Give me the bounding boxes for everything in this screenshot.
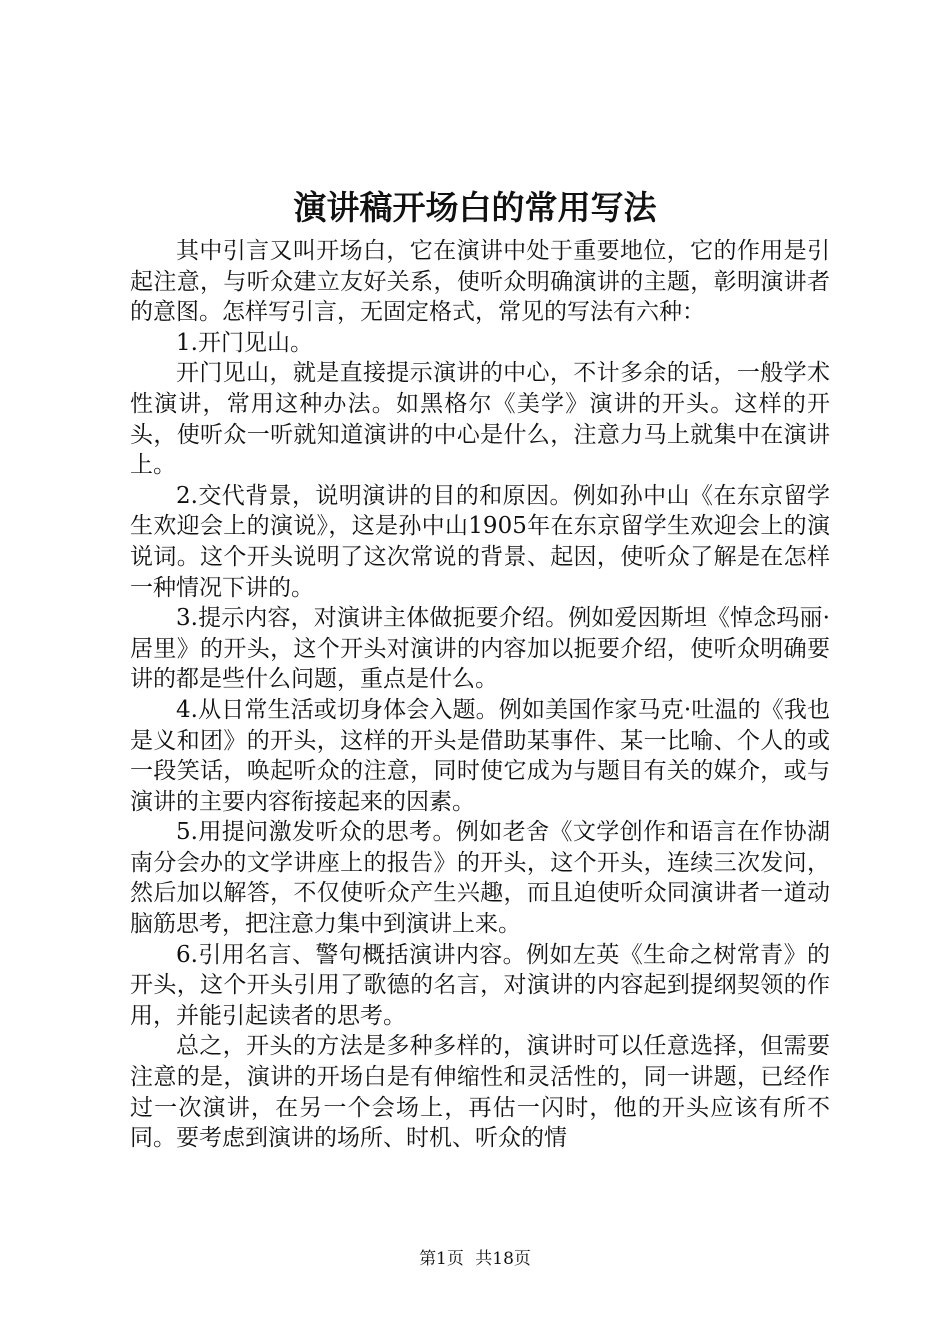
paragraph-intro: 其中引言又叫开场白，它在演讲中处于重要地位，它的作用是引起注意，与听众建立友好关系，使听众明确演讲的主题，彰明演讲者的意图。怎样写引言，无固定格式，常见的写法有六种： xyxy=(130,238,830,326)
paragraph-method-4: 4.从日常生活或切身体会入题。例如美国作家马克·吐温的《我也是义和团》的开头，这样的开头是借助某事件、某一比喻、个人的或一段笑话，唤起听众的注意，同时使它成为与题目有关的媒介，或与演讲的主要内容衔接起来的因素。 xyxy=(130,696,830,815)
paragraph-method-5: 5.用提问激发听众的思考。例如老舍《文学创作和语言在作协湖南分会办的文学讲座上的报告》的开头，这个开头，连续三次发问，然后加以解答，不仅使听众产生兴趣，而且迫使听众同演讲者一道动脑筋思考，把注意力集中到演讲上来。 xyxy=(130,819,830,938)
paragraph-method-6: 6.引用名言、警句概括演讲内容。例如左英《生命之树常青》的开头，这个开头引用了歌德的名言，对演讲的内容起到提纲契领的作用，并能引起读者的思考。 xyxy=(130,941,830,1029)
paragraph-method-1-heading: 1.开门见山。 xyxy=(176,329,313,356)
page-footer xyxy=(0,1244,950,1269)
paragraph-method-3: 3.提示内容，对演讲主体做扼要介绍。例如爱因斯坦《悼念玛丽·居里》的开头，这个开头对演讲的内容加以扼要介绍，使听众明确要讲的都是些什么问题，重点是什么。 xyxy=(130,605,830,693)
paragraph-summary: 总之，开头的方法是多种多样的，演讲时可以任意选择，但需要注意的是，演讲的开场白是有伸缩性和灵活性的，同一讲题，已经作过一次演讲，在另一个会场上，再估一闪时，他的开头应该有所不同。要考虑到演讲的场所、时机、听众的情 xyxy=(130,1033,830,1152)
page-total: 共18页 xyxy=(475,1249,531,1269)
page-number: 第1页 xyxy=(419,1249,464,1269)
document-body xyxy=(130,236,830,1154)
paragraph-method-1-detail: 开门见山，就是直接提示演讲的中心，不计多余的话，一般学术性演讲，常用这种办法。如黑格尔《美学》演讲的开头。这样的开头，使听众一听就知道演讲的中心是什么，注意力马上就集中在演讲上。 xyxy=(130,360,830,479)
page-title: 演讲稿开场白的常用写法 xyxy=(293,188,657,227)
paragraph-method-2: 2.交代背景，说明演讲的目的和原因。例如孙中山《在东京留学生欢迎会上的演说》，这是孙中山1905年在东京留学生欢迎会上的演说词。这个开头说明了这次常说的背景、起因，使听众了解是在怎样一种情况下讲的。 xyxy=(130,482,830,601)
